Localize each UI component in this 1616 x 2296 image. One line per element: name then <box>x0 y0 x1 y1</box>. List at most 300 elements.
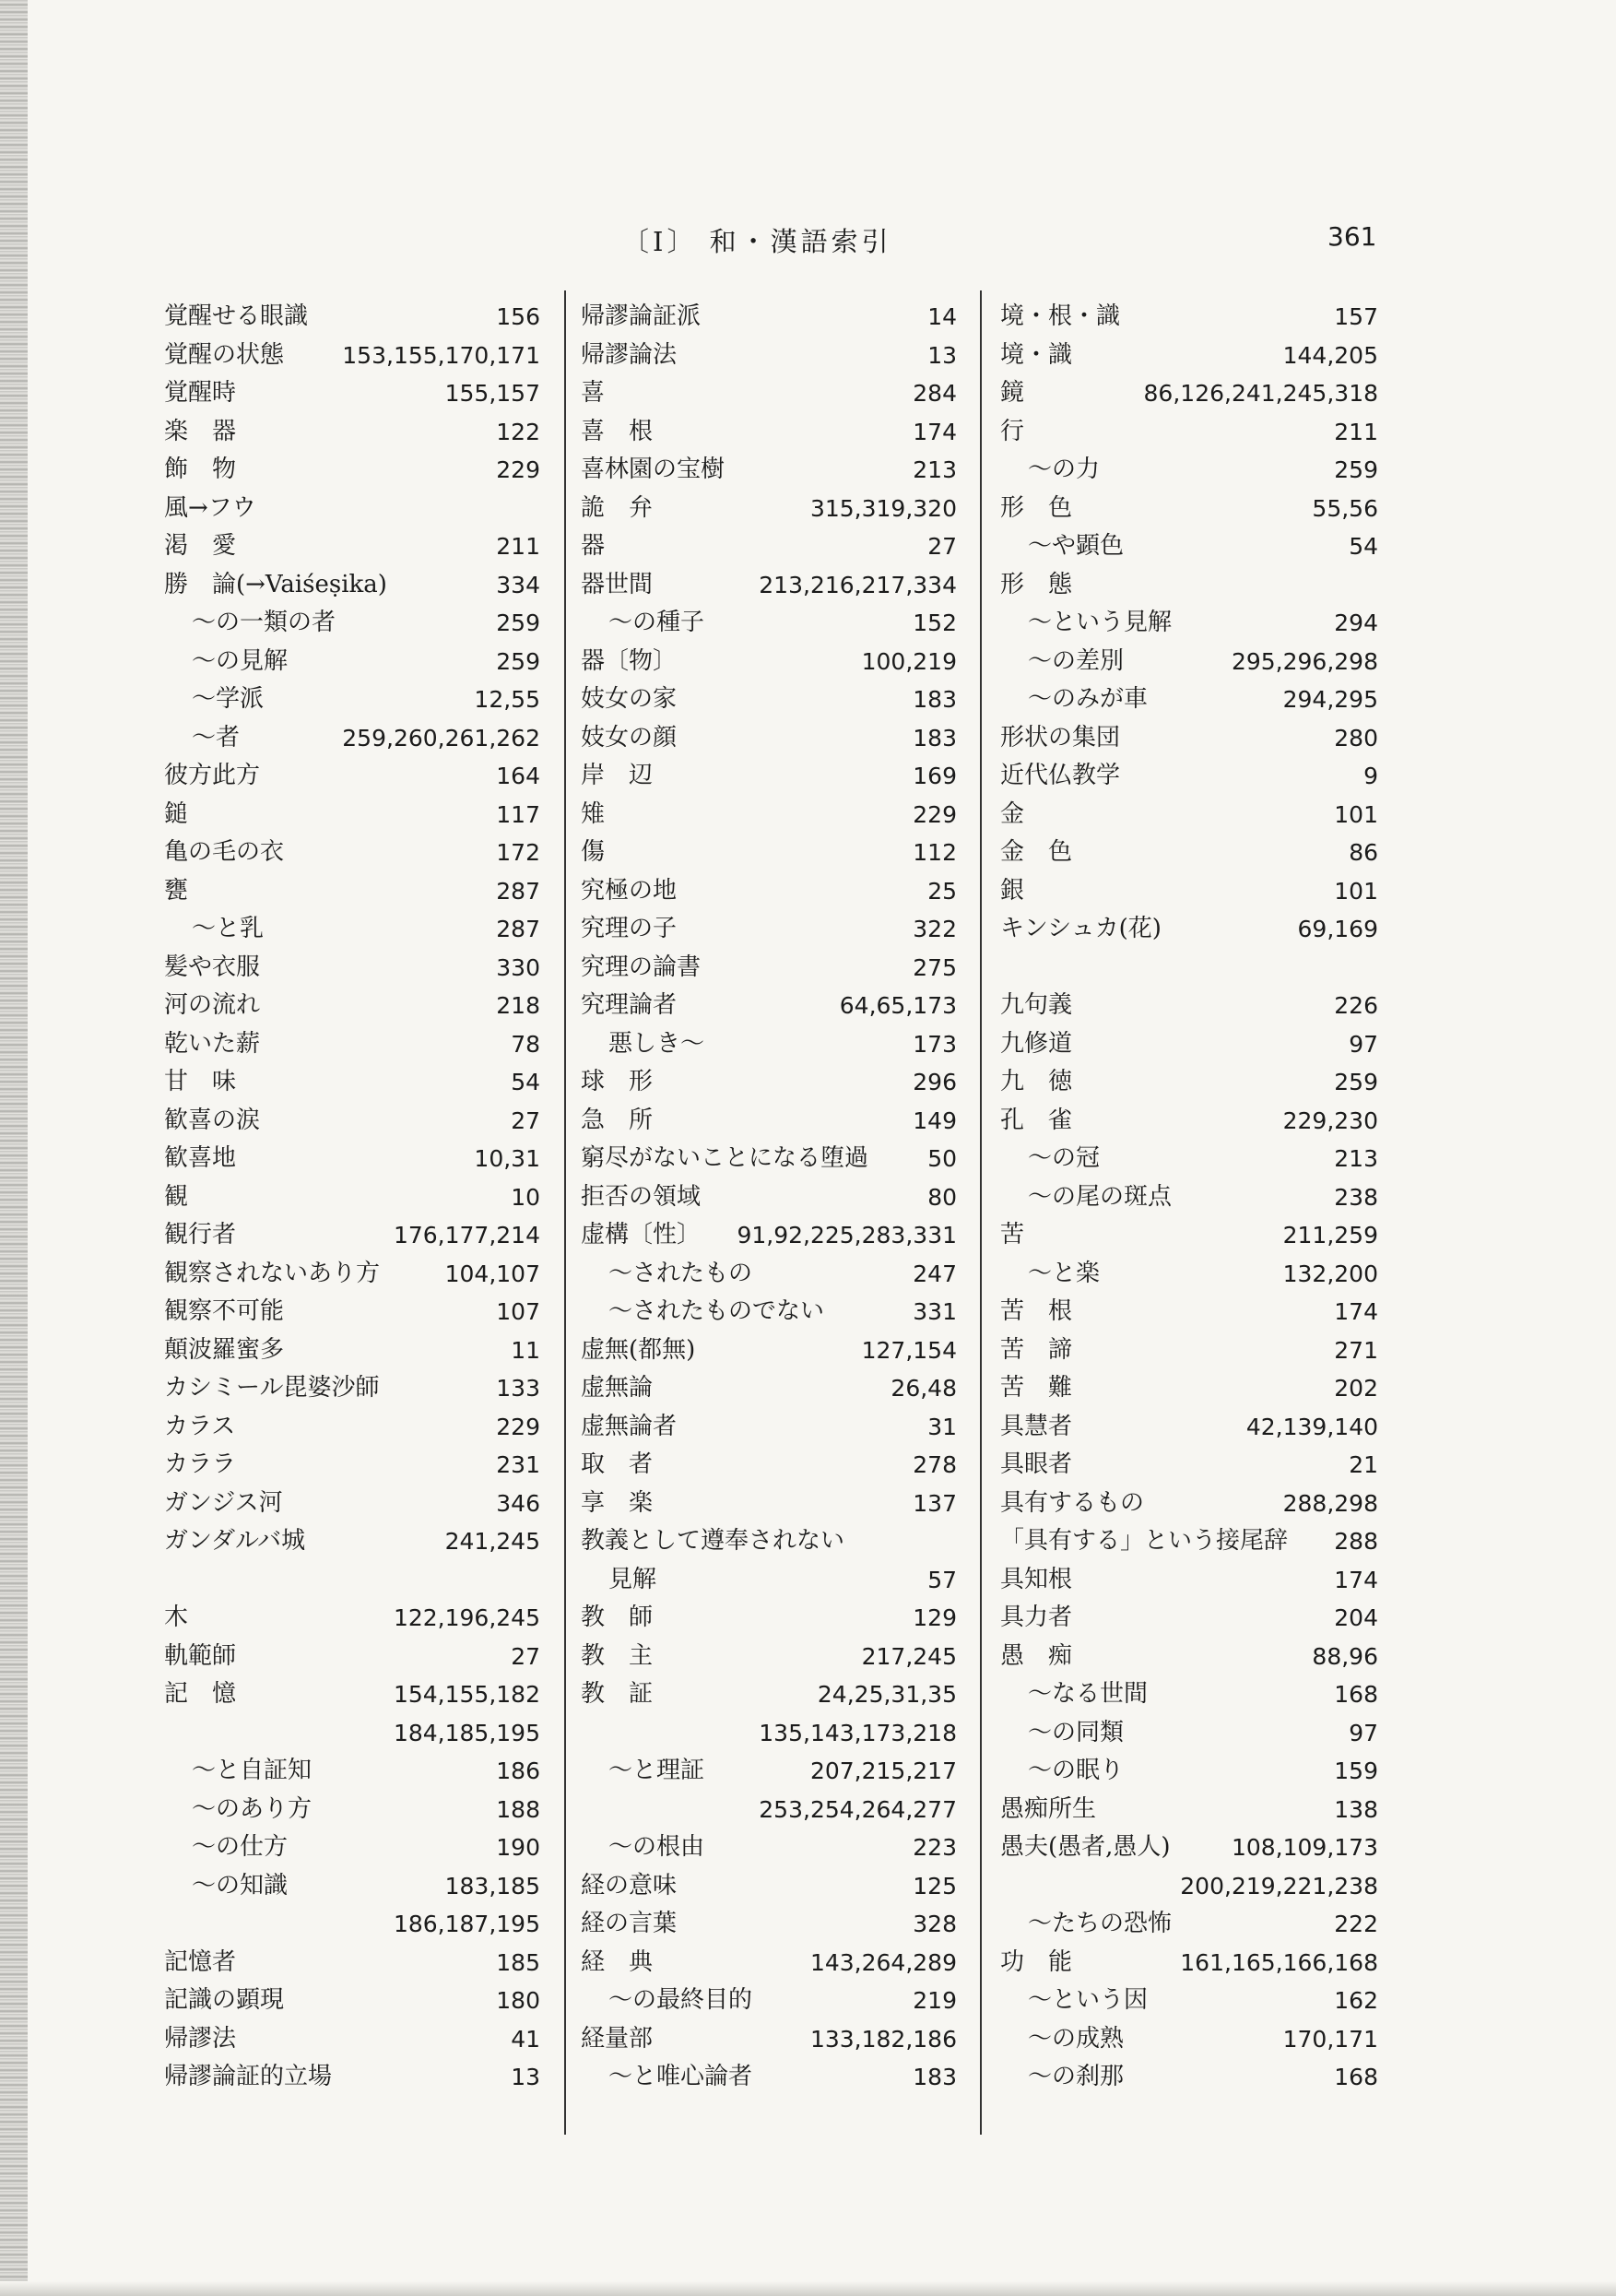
index-term: ～者 <box>192 723 241 752</box>
index-entry <box>581 298 957 337</box>
index-term: 愚痴所生 <box>1000 1794 1097 1823</box>
index-entry <box>164 1216 540 1255</box>
index-term: 河の流れ <box>164 991 261 1019</box>
index-entry <box>1000 566 1378 605</box>
index-entry <box>1000 1025 1378 1064</box>
index-entry <box>164 757 540 796</box>
page-references: 211 <box>1334 418 1378 445</box>
page-references: 80 <box>927 1183 957 1211</box>
page-references: 183 <box>913 724 957 752</box>
index-term: ～学派 <box>192 685 265 713</box>
index-entry <box>164 1255 540 1294</box>
index-term: 教 師 <box>581 1604 654 1631</box>
index-entry <box>164 566 540 605</box>
index-entry <box>164 2058 540 2097</box>
index-subentry <box>581 1293 957 1331</box>
index-entry <box>1000 1522 1378 1561</box>
index-subentry <box>164 1829 540 1867</box>
index-term: 教義として遵奉されない <box>581 1527 845 1555</box>
page-references: 129 <box>913 1604 957 1631</box>
index-term: 九 徳 <box>1000 1068 1073 1095</box>
index-term: 渇 愛 <box>164 532 237 560</box>
page-references: 172 <box>496 839 540 866</box>
index-entry <box>1000 1102 1378 1141</box>
index-continuation <box>164 1714 540 1753</box>
index-entry <box>581 1485 957 1523</box>
index-term: 苦 難 <box>1000 1374 1073 1402</box>
index-entry <box>1000 872 1378 911</box>
index-entry <box>164 1522 540 1561</box>
page-references: 127,154 <box>861 1336 957 1364</box>
index-term: ～の同類 <box>1028 1718 1125 1746</box>
scan-edge-shadow <box>0 0 28 2296</box>
page-references: 133 <box>496 1375 540 1402</box>
page-references: 10 <box>511 1183 540 1211</box>
index-term: ～の力 <box>1028 456 1101 483</box>
page-references: 54 <box>1349 533 1378 560</box>
page-references: 122,196,245 <box>393 1604 540 1631</box>
page-references: 122 <box>496 418 540 445</box>
index-entry <box>581 872 957 911</box>
column-divider-1 <box>564 290 566 2135</box>
index-term: ～と楽 <box>1028 1259 1101 1287</box>
page-references: 86 <box>1349 839 1378 866</box>
index-continuation <box>1000 1867 1378 1906</box>
index-term: 具慧者 <box>1000 1412 1073 1440</box>
index-entry <box>1000 1446 1378 1485</box>
index-subentry <box>1000 2058 1378 2097</box>
index-subentry <box>581 604 957 643</box>
page-references: 213,216,217,334 <box>759 571 957 598</box>
index-entry <box>581 834 957 872</box>
page-references: 143,264,289 <box>809 1948 957 1976</box>
index-term: 苦 根 <box>1000 1297 1073 1325</box>
index-term: 詭 弁 <box>581 493 654 522</box>
page-references: 275 <box>913 953 957 981</box>
index-term: 孔 雀 <box>1000 1106 1073 1134</box>
index-term: キンシュカ(花) <box>1000 915 1162 942</box>
index-term: 行 <box>1000 417 1025 445</box>
index-continuation <box>581 1714 957 1753</box>
index-term: ～の冠 <box>1028 1144 1101 1172</box>
page-references: 13 <box>927 341 957 369</box>
page-references: 322 <box>913 916 957 942</box>
index-subentry <box>164 604 540 643</box>
index-term: 急 所 <box>581 1106 654 1134</box>
index-term: 具知根 <box>1000 1565 1073 1593</box>
index-subentry <box>581 1752 957 1791</box>
index-entry <box>581 1063 957 1102</box>
index-term: 経量部 <box>581 2024 654 2053</box>
index-term: 観察不可能 <box>164 1297 285 1325</box>
page-references: 162 <box>1334 1987 1378 2014</box>
index-term: ～の根由 <box>608 1833 705 1861</box>
page-references: 271 <box>1334 1336 1378 1364</box>
index-entry <box>164 1025 540 1064</box>
page-references: 104,107 <box>444 1260 540 1287</box>
index-term: 帰謬法 <box>164 2024 237 2053</box>
page-references: 69,169 <box>1297 916 1378 942</box>
index-term: カラス <box>164 1412 236 1440</box>
index-entry <box>164 337 540 375</box>
page-references: 168 <box>1334 2064 1378 2090</box>
index-subentry <box>164 1791 540 1829</box>
page-references: 108,109,173 <box>1231 1834 1378 1861</box>
column-divider-2 <box>980 290 982 2135</box>
index-term: ～や顕色 <box>1028 532 1125 560</box>
page-references: 200,219,221,238 <box>1180 1872 1378 1900</box>
page-references: 229 <box>496 1413 540 1440</box>
page-references: 135,143,173,218 <box>759 1719 957 1746</box>
index-term: カララ <box>164 1450 237 1478</box>
page-references: 207,215,217 <box>809 1758 957 1784</box>
index-term: ～の差別 <box>1028 646 1125 675</box>
page-references: 97 <box>1349 1719 1378 1746</box>
page-references: 64,65,173 <box>839 992 957 1019</box>
page-references: 259 <box>1334 1069 1378 1095</box>
page-references: 183 <box>913 2064 957 2090</box>
index-term: 銀 <box>1000 876 1025 905</box>
page-references: 259 <box>496 647 540 675</box>
index-term: 形状の集団 <box>1000 723 1121 752</box>
index-entry <box>1000 1561 1378 1600</box>
index-term: 「具有する」という接尾辞 <box>1000 1527 1289 1555</box>
index-term: 覚醒の状態 <box>164 340 285 369</box>
index-term: 究理の論書 <box>581 953 702 981</box>
index-subentry <box>1000 1140 1378 1178</box>
index-entry <box>581 1102 957 1141</box>
page-references: 153,155,170,171 <box>342 341 540 369</box>
index-term: 享 楽 <box>581 1488 654 1517</box>
index-entry <box>164 1944 540 1982</box>
page-references: 183 <box>913 686 957 713</box>
index-entry <box>581 643 957 681</box>
page-references: 226 <box>1334 992 1378 1019</box>
page-references: 161,165,166,168 <box>1180 1948 1378 1976</box>
index-entry <box>1000 1063 1378 1102</box>
index-entry <box>581 527 957 566</box>
index-entry <box>1000 490 1378 528</box>
index-entry <box>581 1446 957 1485</box>
index-term: 器世間 <box>581 570 654 598</box>
page-references: 152 <box>913 610 957 636</box>
index-entry <box>581 451 957 490</box>
index-entry <box>164 1599 540 1638</box>
page-references: 238 <box>1334 1183 1378 1211</box>
index-term: 虚無論 <box>581 1374 654 1402</box>
page-references: 31 <box>927 1413 957 1440</box>
index-term: 九句義 <box>1000 991 1073 1019</box>
index-term: 経 典 <box>581 1947 654 1976</box>
index-entry <box>581 796 957 834</box>
page-references: 229 <box>496 456 540 483</box>
page-references: 100,219 <box>861 647 957 675</box>
index-term: 悪しき～ <box>608 1029 705 1058</box>
page-references: 11 <box>511 1336 540 1364</box>
index-entry <box>164 1369 540 1408</box>
page-references: 174 <box>1334 1298 1378 1325</box>
index-entry <box>581 1905 957 1944</box>
index-entry <box>1000 796 1378 834</box>
page-references: 41 <box>511 2025 540 2053</box>
index-term: 乾いた薪 <box>164 1029 261 1058</box>
index-term: ～の仕方 <box>192 1833 289 1861</box>
index-subentry <box>581 1255 957 1294</box>
page-references: 315,319,320 <box>809 494 957 522</box>
page-references: 241,245 <box>444 1528 540 1555</box>
page-references: 213 <box>913 456 957 483</box>
index-term: 虚構〔性〕 <box>581 1221 702 1249</box>
index-term: ～されたものでない <box>608 1297 825 1325</box>
index-entry <box>581 910 957 949</box>
page-references: 157 <box>1334 303 1378 330</box>
page-references: 26,48 <box>891 1375 957 1402</box>
index-term: 観察されないあり方 <box>164 1259 381 1287</box>
page-references: 25 <box>927 877 957 905</box>
page-references: 97 <box>1349 1030 1378 1058</box>
page-references: 149 <box>913 1107 957 1134</box>
index-entry <box>164 872 540 911</box>
index-entry <box>164 1408 540 1447</box>
index-entry <box>581 719 957 758</box>
index-entry <box>164 1140 540 1178</box>
page-references: 27 <box>927 533 957 560</box>
index-continuation <box>581 1791 957 1829</box>
index-entry <box>164 413 540 452</box>
index-term: 究理論者 <box>581 991 678 1019</box>
page-references: 159 <box>1334 1758 1378 1784</box>
index-term: ～の成熟 <box>1028 2024 1125 2053</box>
index-subentry <box>1000 1714 1378 1753</box>
index-entry <box>1000 1485 1378 1523</box>
index-term: 具有するもの <box>1000 1488 1145 1517</box>
index-term: ～と理証 <box>608 1757 705 1784</box>
index-entry <box>164 451 540 490</box>
page-references: 169 <box>913 763 957 789</box>
index-entry <box>581 1675 957 1714</box>
index-term: ～たちの恐怖 <box>1028 1910 1173 1937</box>
index-term: 木 <box>164 1604 189 1631</box>
index-entry <box>1000 413 1378 452</box>
index-term: 岸 辺 <box>581 762 654 789</box>
index-term: ガンジス河 <box>164 1488 283 1517</box>
index-term: 虚無(都無) <box>581 1335 696 1364</box>
index-term: 近代仏教学 <box>1000 762 1121 789</box>
page-references: 107 <box>496 1298 540 1325</box>
index-term: 帰謬論法 <box>581 340 678 369</box>
index-entry <box>581 374 957 413</box>
index-term: 甕 <box>164 876 189 905</box>
index-entry <box>164 1982 540 2020</box>
page-title: 〔I〕 和・漢語索引 <box>622 226 892 257</box>
page-references: 186 <box>496 1758 540 1784</box>
page-references: 259 <box>1334 456 1378 483</box>
index-entry <box>1000 374 1378 413</box>
page-references: 154,155,182 <box>393 1681 540 1708</box>
page-references: 13 <box>511 2064 540 2090</box>
index-term: 愚 痴 <box>1000 1641 1073 1670</box>
page-references: 137 <box>913 1489 957 1517</box>
index-term: ～と唯心論者 <box>608 2063 753 2090</box>
index-term: 形 色 <box>1000 493 1073 522</box>
index-term: ～の最終目的 <box>608 1986 753 2014</box>
index-term: ～の種子 <box>608 609 705 636</box>
index-term: ～のみが車 <box>1028 685 1149 713</box>
index-column-2 <box>581 298 957 2097</box>
index-entry <box>581 566 957 605</box>
page-references: 27 <box>511 1107 540 1134</box>
index-term: 境・根・識 <box>1000 302 1121 330</box>
page-references: 133,182,186 <box>809 2025 957 2053</box>
index-term: 楽 器 <box>164 417 237 445</box>
index-term: 九修道 <box>1000 1029 1073 1058</box>
page-references: 259 <box>496 610 540 636</box>
page-references: 211,259 <box>1282 1222 1378 1249</box>
index-continuation <box>164 1905 540 1944</box>
index-subentry <box>581 1025 957 1064</box>
index-entry <box>1000 719 1378 758</box>
index-subentry <box>581 1561 957 1600</box>
index-term: 金 <box>1000 799 1025 828</box>
page-references: 101 <box>1334 800 1378 828</box>
index-term: 髪や衣服 <box>164 953 261 981</box>
index-column-1 <box>164 298 540 2097</box>
page-references: 184,185,195 <box>393 1719 540 1746</box>
index-term: 教 主 <box>581 1641 654 1670</box>
page-references: 164 <box>496 763 540 789</box>
index-term: 喜林園の宝樹 <box>581 456 725 483</box>
index-subentry <box>164 1752 540 1791</box>
index-term: 帰謬論証派 <box>581 302 702 330</box>
index-subentry <box>1000 1255 1378 1294</box>
page-references: 247 <box>913 1260 957 1287</box>
index-term: ～の見解 <box>192 646 289 675</box>
page-references: 9 <box>1363 763 1378 789</box>
index-term: 顛波羅蜜多 <box>164 1335 285 1364</box>
page-references: 204 <box>1334 1604 1378 1631</box>
index-term: 経の言葉 <box>581 1910 678 1937</box>
index-entry <box>164 987 540 1025</box>
page-header <box>0 221 1616 258</box>
page-references: 231 <box>496 1451 540 1478</box>
index-entry <box>1000 1944 1378 1982</box>
index-entry <box>581 337 957 375</box>
page-references: 138 <box>1334 1795 1378 1823</box>
index-entry <box>164 374 540 413</box>
page-references: 12,55 <box>474 686 540 713</box>
index-entry <box>581 1216 957 1255</box>
page-references: 294,295 <box>1282 686 1378 713</box>
page-references: 101 <box>1334 877 1378 905</box>
index-term: 愚夫(愚者,愚人) <box>1000 1833 1171 1861</box>
index-subentry <box>1000 1675 1378 1714</box>
index-subentry <box>164 1867 540 1906</box>
index-term: 飾 物 <box>164 456 237 483</box>
page-references: 173 <box>913 1030 957 1058</box>
page-references: 288 <box>1334 1528 1378 1555</box>
page-references: 334 <box>496 571 540 598</box>
index-subentry <box>1000 1178 1378 1217</box>
page-references: 88,96 <box>1312 1642 1378 1670</box>
index-term: 経の意味 <box>581 1871 678 1900</box>
index-term: 苦 諦 <box>1000 1335 1073 1364</box>
index-entry <box>581 490 957 528</box>
page-references: 27 <box>511 1642 540 1670</box>
index-term: カシミール毘婆沙師 <box>164 1374 380 1402</box>
index-term: 究極の地 <box>581 876 678 905</box>
index-term: 亀の毛の衣 <box>164 838 285 866</box>
index-term: ～なる世間 <box>1028 1680 1149 1708</box>
index-entry <box>164 1063 540 1102</box>
page-references: 202 <box>1334 1375 1378 1402</box>
page-references: 328 <box>913 1911 957 1937</box>
index-term: 記識の顕現 <box>164 1986 285 2014</box>
page-references: 229 <box>913 800 957 828</box>
page-references: 296 <box>913 1069 957 1095</box>
page-references: 78 <box>511 1030 540 1058</box>
index-entry <box>581 1944 957 1982</box>
index-entry <box>1000 910 1378 949</box>
index-term: 器 <box>581 532 606 560</box>
page-references: 217,245 <box>861 1642 957 1670</box>
page-references: 229,230 <box>1282 1107 1378 1134</box>
page-references: 54 <box>511 1069 540 1095</box>
page-references: 24,25,31,35 <box>817 1681 957 1708</box>
page-references: 218 <box>496 992 540 1019</box>
index-term: 器〔物〕 <box>581 646 678 675</box>
scan-bottom-edge <box>0 2281 1616 2296</box>
index-subentry <box>1000 1905 1378 1944</box>
index-term: ～と乳 <box>192 915 265 942</box>
index-term: ～の刹那 <box>1028 2063 1125 2090</box>
index-entry <box>1000 1408 1378 1447</box>
index-entry <box>1000 1293 1378 1331</box>
index-entry <box>1000 834 1378 872</box>
index-term: 具眼者 <box>1000 1450 1073 1478</box>
index-entry <box>164 1331 540 1370</box>
page-references: 190 <box>496 1834 540 1861</box>
index-subentry <box>1000 527 1378 566</box>
index-entry <box>581 1638 957 1676</box>
page-references: 155,157 <box>444 380 540 407</box>
index-entry <box>164 1293 540 1331</box>
index-entry <box>164 1638 540 1676</box>
index-term: ～と自証知 <box>192 1757 313 1784</box>
index-subentry <box>581 1982 957 2020</box>
index-term: 観 <box>164 1182 189 1211</box>
index-subentry <box>164 643 540 681</box>
page-references: 168 <box>1334 1681 1378 1708</box>
page-references: 294 <box>1334 610 1378 636</box>
index-entry <box>1000 987 1378 1025</box>
index-entry <box>581 949 957 988</box>
index-term: ～という見解 <box>1028 609 1173 636</box>
index-term: 窮尽がないことになる堕過 <box>581 1144 869 1172</box>
index-entry <box>1000 1791 1378 1829</box>
page-references: 117 <box>496 800 540 828</box>
index-entry <box>581 1331 957 1370</box>
index-term: 苦 <box>1000 1221 1025 1249</box>
index-entry <box>581 413 957 452</box>
page-references: 213 <box>1334 1145 1378 1172</box>
index-term: ～という因 <box>1028 1986 1149 2014</box>
index-term: 喜 <box>581 379 606 407</box>
page-references: 278 <box>913 1451 957 1478</box>
index-entry <box>1000 1331 1378 1370</box>
page-references: 183,185 <box>444 1872 540 1900</box>
page-references: 156 <box>496 303 540 330</box>
page-references: 186,187,195 <box>393 1911 540 1937</box>
